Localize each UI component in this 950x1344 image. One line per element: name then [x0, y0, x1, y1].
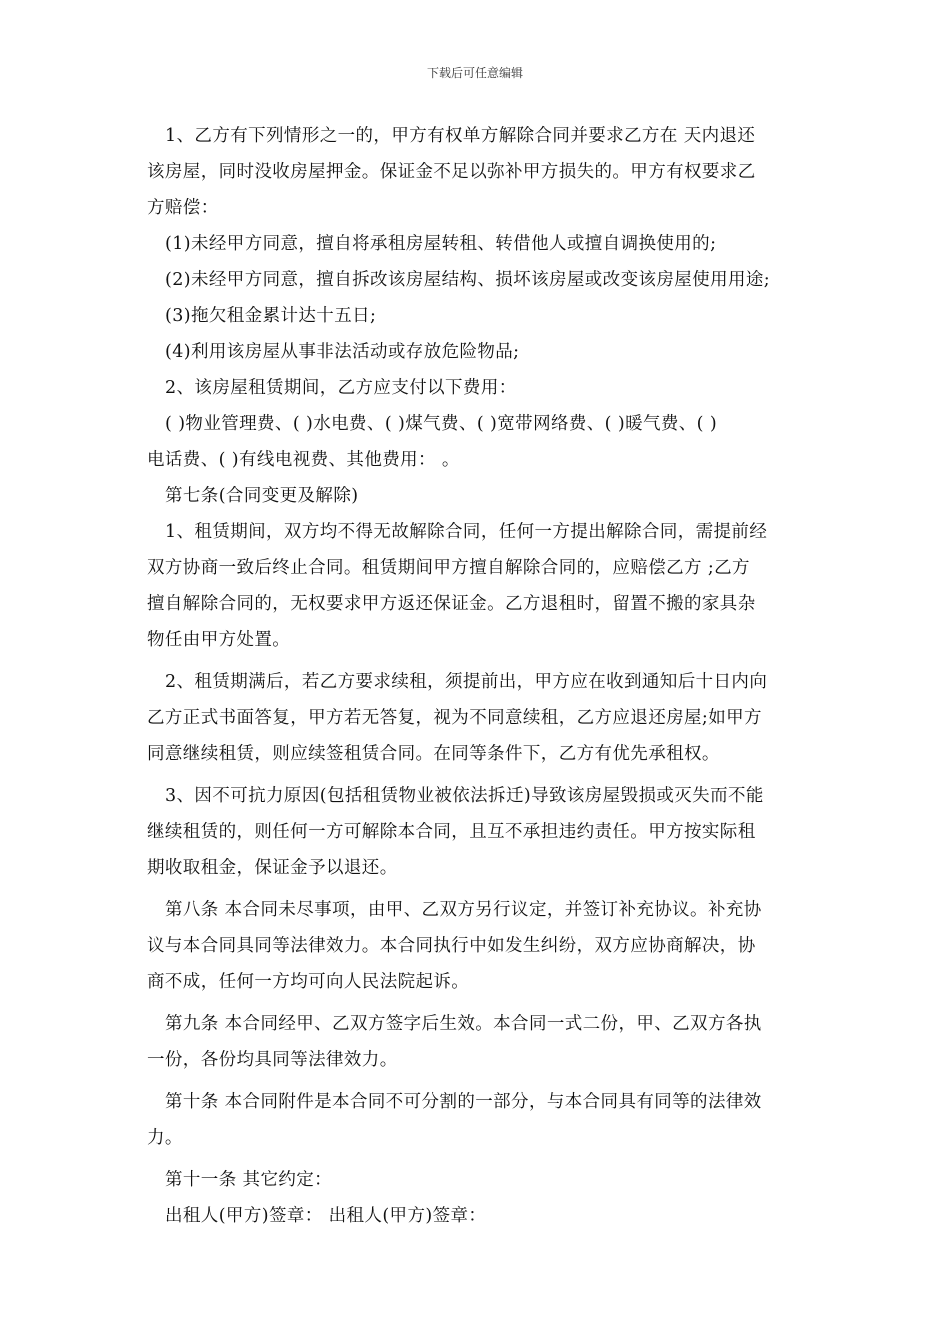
paragraph-line: 2、租赁期满后，若乙方要求续租，须提前出，甲方应在收到通知后十日内向: [165, 672, 768, 692]
paragraph-line: (4)利用该房屋从事非法活动或存放危险物品;: [165, 342, 520, 362]
section-heading: 第七条(合同变更及解除): [165, 486, 359, 506]
paragraph-line: (3)拖欠租金累计达十五日;: [165, 306, 377, 326]
paragraph-line: 该房屋，同时没收房屋押金。保证金不足以弥补甲方损失的。甲方有权要求乙: [147, 162, 756, 182]
paragraph-line: 乙方正式书面答复，甲方若无答复，视为不同意续租，乙方应退还房屋;如甲方: [147, 708, 762, 728]
paragraph-line: 电话费、( )有线电视费、其他费用： 。: [147, 450, 460, 470]
paragraph-line: ( )物业管理费、( )水电费、( )煤气费、( )宽带网络费、( )暖气费、( ): [165, 414, 718, 434]
paragraph-line: (2)未经甲方同意，擅自拆改该房屋结构、损坏该房屋或改变该房屋使用用途;: [165, 270, 771, 290]
page-header: 下载后可任意编辑: [426, 66, 523, 80]
paragraph-line: 商不成，任何一方均可向人民法院起诉。: [147, 972, 470, 992]
paragraph-line: 继续租赁的，则任何一方可解除本合同，且互不承担违约责任。甲方按实际租: [147, 822, 756, 842]
paragraph-line: 同意继续租赁，则应续签租赁合同。在同等条件下，乙方有优先承租权。: [147, 744, 720, 764]
paragraph-line: 1、乙方有下列情形之一的，甲方有权单方解除合同并要求乙方在 天内退还: [165, 126, 756, 146]
paragraph-line: 擅自解除合同的，无权要求甲方返还保证金。乙方退租时，留置不搬的家具杂: [147, 594, 756, 614]
paragraph-line: 议与本合同具同等法律效力。本合同执行中如发生纠纷，双方应协商解决，协: [147, 936, 756, 956]
paragraph-line: 期收取租金，保证金予以退还。: [147, 858, 398, 878]
paragraph-line: 方赔偿：: [147, 198, 219, 218]
signature-line: 出租人(甲方)签章： 出租人(甲方)签章：: [165, 1206, 487, 1226]
paragraph-line: 一份，各份均具同等法律效力。: [147, 1050, 398, 1070]
paragraph-line: 双方协商一致后终止合同。租赁期间甲方擅自解除合同的，应赔偿乙方 ;乙方: [147, 558, 750, 578]
paragraph-line: 物任由甲方处置。: [147, 630, 291, 650]
paragraph-line: 第八条 本合同未尽事项，由甲、乙双方另行议定，并签订补充协议。补充协: [165, 900, 762, 920]
paragraph-line: 第十条 本合同附件是本合同不可分割的一部分，与本合同具有同等的法律效: [165, 1092, 762, 1112]
paragraph-line: 2、该房屋租赁期间，乙方应支付以下费用：: [165, 378, 517, 398]
paragraph-line: 力。: [147, 1128, 183, 1148]
paragraph-line: 3、因不可抗力原因(包括租赁物业被依法拆迁)导致该房屋毁损或灭失而不能: [165, 786, 764, 806]
paragraph-line: (1)未经甲方同意，擅自将承租房屋转租、转借他人或擅自调换使用的;: [165, 234, 717, 254]
paragraph-line: 第九条 本合同经甲、乙双方签字后生效。本合同一式二份，甲、乙双方各执: [165, 1014, 762, 1034]
paragraph-line: 第十一条 其它约定：: [165, 1170, 333, 1190]
paragraph-line: 1、租赁期间，双方均不得无故解除合同，任何一方提出解除合同，需提前经: [165, 522, 768, 542]
document-body: [147, 118, 815, 1234]
